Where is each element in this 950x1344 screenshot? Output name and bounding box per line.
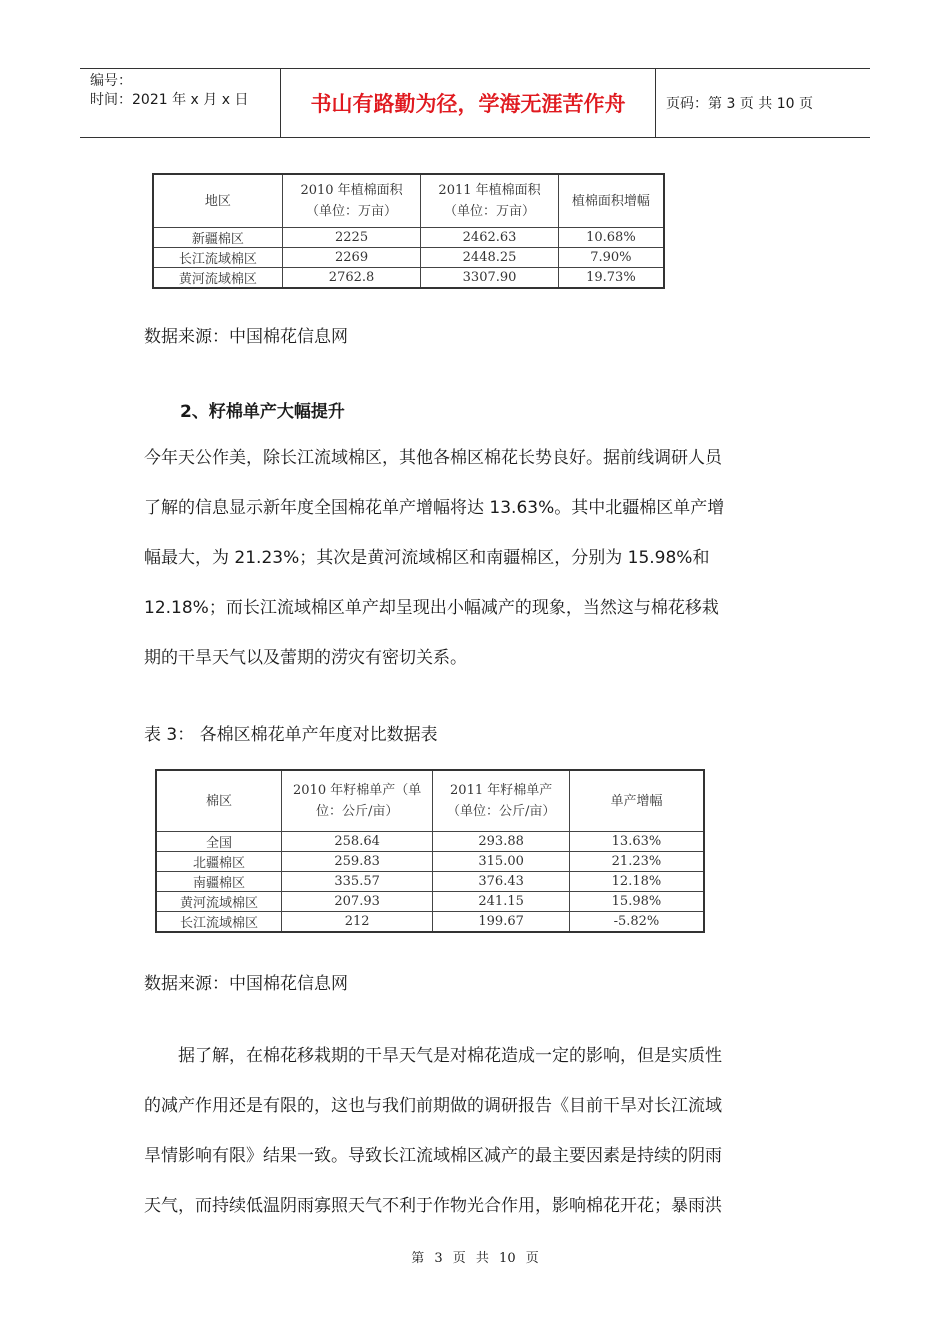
table-cell: 2269 — [282, 248, 420, 268]
paragraph-line: 天气，而持续低温阴雨寡照天气不利于作物光合作用，影响棉花开花；暴雨洪 — [144, 1196, 722, 1216]
paragraph-line: 期的干旱天气以及蕾期的涝灾有密切关系。 — [144, 648, 467, 668]
document-date: 时间：2021 年 x 月 x 日 — [90, 92, 249, 108]
table-cell: 13.63% — [569, 832, 704, 852]
header-meta — [80, 69, 280, 137]
table-row — [153, 248, 664, 268]
table-row — [156, 892, 704, 912]
page-header — [80, 68, 870, 138]
table-row — [153, 228, 664, 248]
table-cell: 10.68% — [558, 228, 664, 248]
table-header-cell: 2010 年植棉面积 （单位：万亩） — [282, 174, 420, 228]
table-cell: 2762.8 — [282, 268, 420, 289]
paragraph-line: 今年天公作美，除长江流域棉区，其他各棉区棉花长势良好。据前线调研人员 — [144, 448, 722, 468]
data-source-note: 数据来源：中国棉花信息网 — [144, 974, 348, 994]
table-cell: 15.98% — [569, 892, 704, 912]
paragraph-line: 幅最大，为 21.23%；其次是黄河流域棉区和南疆棉区，分别为 15.98%和 — [144, 548, 710, 568]
body-paragraph — [144, 1031, 804, 1231]
table-cell: 2462.63 — [421, 228, 559, 248]
table-cell: 207.93 — [281, 892, 432, 912]
table-row — [156, 912, 704, 933]
table-header-cell: 棉区 — [156, 770, 281, 832]
table-cell: 2225 — [282, 228, 420, 248]
table-row — [156, 872, 704, 892]
yield-comparison-table — [155, 769, 705, 933]
table-cell: 2448.25 — [421, 248, 559, 268]
table-cell: 长江流域棉区 — [156, 912, 281, 933]
table-header-cell: 2010 年籽棉单产（单 位：公斤/亩） — [281, 770, 432, 832]
table-cell: 21.23% — [569, 852, 704, 872]
table-caption: 表 3： 各棉区棉花单产年度对比数据表 — [144, 725, 438, 745]
table-cell: -5.82% — [569, 912, 704, 933]
data-source-note: 数据来源：中国棉花信息网 — [144, 327, 348, 347]
page-footer: 第 3 页 共 10 页 — [411, 1251, 539, 1266]
table-cell: 259.83 — [281, 852, 432, 872]
header-motto: 书山有路勤为径，学海无涯苦作舟 — [280, 69, 656, 137]
table-cell: 12.18% — [569, 872, 704, 892]
table-cell: 335.57 — [281, 872, 432, 892]
table-row — [153, 268, 664, 289]
table-cell: 新疆棉区 — [153, 228, 282, 248]
planting-area-table — [152, 173, 665, 289]
table-cell: 全国 — [156, 832, 281, 852]
table-cell: 19.73% — [558, 268, 664, 289]
table-header-row — [153, 174, 664, 228]
table-cell: 黄河流域棉区 — [153, 268, 282, 289]
table-header-cell: 单产增幅 — [569, 770, 704, 832]
table-header-cell: 植棉面积增幅 — [558, 174, 664, 228]
table-row — [156, 852, 704, 872]
paragraph-line: 12.18%；而长江流域棉区单产却呈现出小幅减产的现象，当然这与棉花移栽 — [144, 598, 719, 618]
table-header-cell: 2011 年植棉面积 （单位：万亩） — [421, 174, 559, 228]
body-paragraph — [144, 433, 804, 683]
table-cell: 3307.90 — [421, 268, 559, 289]
paragraph-line: 旱情影响有限》结果一致。导致长江流域棉区减产的最主要因素是持续的阴雨 — [144, 1146, 722, 1166]
table-cell: 7.90% — [558, 248, 664, 268]
header-page-info: 页码：第 3 页 共 10 页 — [666, 96, 813, 112]
table-row — [156, 832, 704, 852]
table-header-cell: 地区 — [153, 174, 282, 228]
table-cell: 北疆棉区 — [156, 852, 281, 872]
table-cell: 南疆棉区 — [156, 872, 281, 892]
table-header-cell: 2011 年籽棉单产 （单位：公斤/亩） — [433, 770, 570, 832]
paragraph-line: 了解的信息显示新年度全国棉花单产增幅将达 13.63%。其中北疆棉区单产增 — [144, 498, 725, 518]
table-cell: 293.88 — [433, 832, 570, 852]
table-cell: 黄河流域棉区 — [156, 892, 281, 912]
paragraph-line: 的减产作用还是有限的，这也与我们前期做的调研报告《目前干旱对长江流域 — [144, 1096, 722, 1116]
table-cell: 376.43 — [433, 872, 570, 892]
table-cell: 258.64 — [281, 832, 432, 852]
table-cell: 315.00 — [433, 852, 570, 872]
table-cell: 241.15 — [433, 892, 570, 912]
table-cell: 199.67 — [433, 912, 570, 933]
table-cell: 长江流域棉区 — [153, 248, 282, 268]
table-cell: 212 — [281, 912, 432, 933]
paragraph-line: 据了解，在棉花移栽期的干旱天气是对棉花造成一定的影响，但是实质性 — [144, 1046, 722, 1066]
document-number-label: 编号： — [90, 73, 132, 89]
section-heading: 2、籽棉单产大幅提升 — [180, 402, 345, 422]
table-header-row — [156, 770, 704, 832]
